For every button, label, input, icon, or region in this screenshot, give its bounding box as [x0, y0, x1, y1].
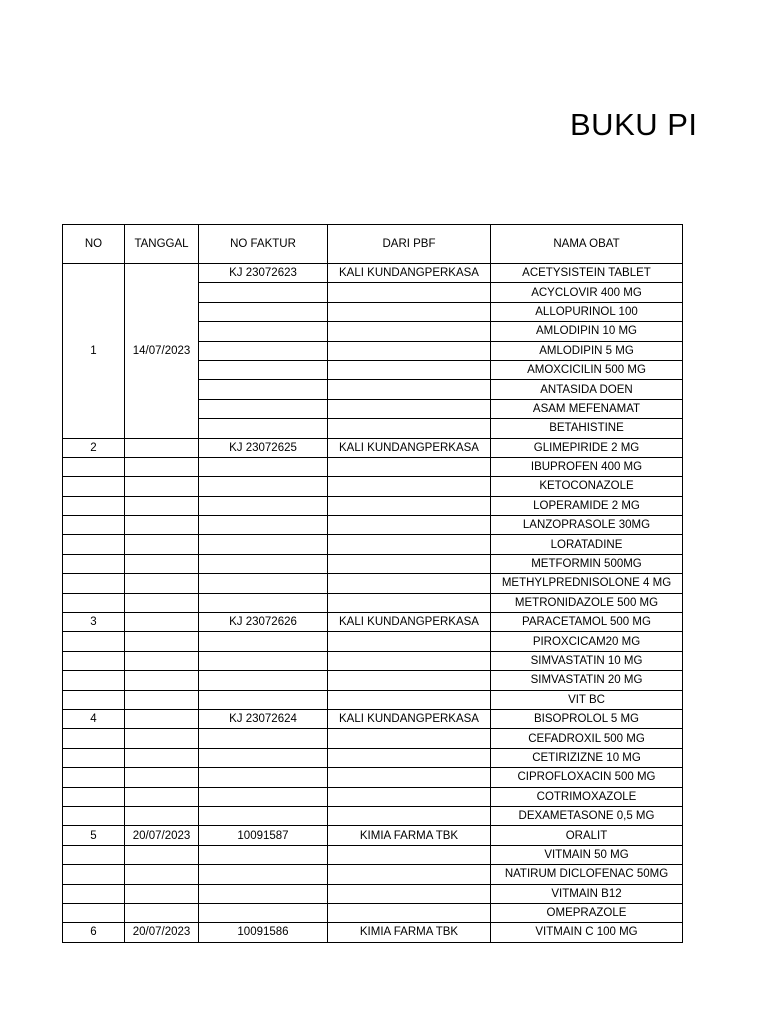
cell-no: 4: [63, 709, 125, 728]
cell-no-faktur: [199, 574, 328, 593]
cell-no-faktur: [199, 787, 328, 806]
cell-nama-obat: ORALIT: [491, 826, 683, 845]
cell-nama-obat: BETAHISTINE: [491, 419, 683, 438]
cell-no: [63, 671, 125, 690]
cell-nama-obat: PIROXCICAM20 MG: [491, 632, 683, 651]
cell-tanggal: 20/07/2023: [125, 826, 199, 845]
table-row: [63, 496, 683, 515]
cell-no-faktur: KJ 23072626: [199, 613, 328, 632]
cell-no: [63, 787, 125, 806]
table-row: [63, 709, 683, 728]
cell-nama-obat: CEFADROXIL 500 MG: [491, 729, 683, 748]
cell-no: [63, 593, 125, 612]
cell-tanggal: [125, 535, 199, 554]
cell-no: [63, 651, 125, 670]
cell-no-faktur: [199, 671, 328, 690]
cell-no: [63, 535, 125, 554]
cell-nama-obat: VITMAIN C 100 MG: [491, 923, 683, 942]
cell-dari-pbf: KALI KUNDANGPERKASA: [328, 264, 491, 283]
cell-no-faktur: [199, 845, 328, 864]
cell-no-faktur: [199, 399, 328, 418]
cell-nama-obat: AMOXCICILIN 500 MG: [491, 360, 683, 379]
cell-no: 2: [63, 438, 125, 457]
cell-dari-pbf: [328, 690, 491, 709]
cell-no-faktur: [199, 283, 328, 302]
cell-no: [63, 516, 125, 535]
cell-no: 6: [63, 923, 125, 942]
header-nama-obat: NAMA OBAT: [491, 225, 683, 264]
cell-nama-obat: SIMVASTATIN 20 MG: [491, 671, 683, 690]
cell-nama-obat: LORATADINE: [491, 535, 683, 554]
table-row: [63, 768, 683, 787]
cell-tanggal: [125, 709, 199, 728]
cell-no-faktur: KJ 23072625: [199, 438, 328, 457]
header-dari-pbf: DARI PBF: [328, 225, 491, 264]
table-row: [63, 651, 683, 670]
cell-dari-pbf: [328, 787, 491, 806]
cell-dari-pbf: [328, 671, 491, 690]
cell-no-faktur: [199, 322, 328, 341]
table-header: [63, 225, 683, 264]
cell-dari-pbf: [328, 360, 491, 379]
cell-no: 5: [63, 826, 125, 845]
cell-no: 3: [63, 613, 125, 632]
cell-dari-pbf: [328, 574, 491, 593]
cell-no-faktur: KJ 23072624: [199, 709, 328, 728]
cell-nama-obat: BISOPROLOL 5 MG: [491, 709, 683, 728]
cell-dari-pbf: [328, 768, 491, 787]
cell-dari-pbf: KALI KUNDANGPERKASA: [328, 709, 491, 728]
cell-nama-obat: VITMAIN 50 MG: [491, 845, 683, 864]
table-row: [63, 516, 683, 535]
cell-dari-pbf: [328, 399, 491, 418]
cell-dari-pbf: [328, 651, 491, 670]
header-row: [63, 225, 683, 264]
cell-no-faktur: KJ 23072623: [199, 264, 328, 283]
cell-no: [63, 903, 125, 922]
cell-no-faktur: [199, 419, 328, 438]
table-row: [63, 477, 683, 496]
cell-no-faktur: [199, 341, 328, 360]
cell-dari-pbf: [328, 322, 491, 341]
title-clip: [0, 100, 698, 156]
cell-no-faktur: [199, 865, 328, 884]
cell-dari-pbf: [328, 419, 491, 438]
cell-no-faktur: [199, 748, 328, 767]
cell-tanggal: [125, 884, 199, 903]
cell-dari-pbf: [328, 884, 491, 903]
cell-nama-obat: ANTASIDA DOEN: [491, 380, 683, 399]
cell-dari-pbf: [328, 457, 491, 476]
cell-tanggal: [125, 806, 199, 825]
header-no-faktur: NO FAKTUR: [199, 225, 328, 264]
cell-tanggal: [125, 554, 199, 573]
cell-dari-pbf: KIMIA FARMA TBK: [328, 923, 491, 942]
table-row: [63, 845, 683, 864]
cell-tanggal: [125, 845, 199, 864]
cell-no: [63, 477, 125, 496]
cell-no: [63, 865, 125, 884]
table-row: [63, 535, 683, 554]
cell-no-faktur: [199, 806, 328, 825]
cell-tanggal: [125, 457, 199, 476]
table-row: [63, 806, 683, 825]
table-row: [63, 865, 683, 884]
table-row: [63, 690, 683, 709]
table-row: [63, 574, 683, 593]
cell-no-faktur: [199, 690, 328, 709]
cell-tanggal: [125, 690, 199, 709]
cell-no-faktur: [199, 651, 328, 670]
table-row: [63, 903, 683, 922]
cell-nama-obat: LOPERAMIDE 2 MG: [491, 496, 683, 515]
cell-dari-pbf: [328, 632, 491, 651]
header-tanggal: TANGGAL: [125, 225, 199, 264]
cell-dari-pbf: [328, 729, 491, 748]
cell-nama-obat: COTRIMOXAZOLE: [491, 787, 683, 806]
cell-nama-obat: NATIRUM DICLOFENAC 50MG: [491, 865, 683, 884]
cell-nama-obat: DEXAMETASONE 0,5 MG: [491, 806, 683, 825]
table-row: [63, 264, 683, 283]
cell-tanggal: 20/07/2023: [125, 923, 199, 942]
cell-nama-obat: METHYLPREDNISOLONE 4 MG: [491, 574, 683, 593]
cell-dari-pbf: [328, 554, 491, 573]
cell-dari-pbf: [328, 845, 491, 864]
cell-no-faktur: [199, 535, 328, 554]
cell-no: [63, 554, 125, 573]
cell-nama-obat: PARACETAMOL 500 MG: [491, 613, 683, 632]
cell-dari-pbf: [328, 380, 491, 399]
cell-no: [63, 574, 125, 593]
cell-nama-obat: SIMVASTATIN 10 MG: [491, 651, 683, 670]
cell-nama-obat: ALLOPURINOL 100: [491, 302, 683, 321]
cell-tanggal: [125, 496, 199, 515]
cell-tanggal: [125, 438, 199, 457]
cell-dari-pbf: [328, 496, 491, 515]
cell-dari-pbf: [328, 283, 491, 302]
cell-dari-pbf: [328, 806, 491, 825]
cell-no: [63, 884, 125, 903]
table-row: [63, 438, 683, 457]
cell-nama-obat: CETIRIZIZNE 10 MG: [491, 748, 683, 767]
cell-tanggal: [125, 671, 199, 690]
cell-tanggal: [125, 651, 199, 670]
cell-nama-obat: LANZOPRASOLE 30MG: [491, 516, 683, 535]
cell-tanggal: [125, 516, 199, 535]
cell-nama-obat: VITMAIN B12: [491, 884, 683, 903]
cell-no: [63, 806, 125, 825]
cell-dari-pbf: [328, 477, 491, 496]
cell-no-faktur: [199, 457, 328, 476]
cell-no-faktur: [199, 903, 328, 922]
table-row: [63, 923, 683, 942]
cell-dari-pbf: [328, 341, 491, 360]
cell-no: [63, 457, 125, 476]
table-row: [63, 787, 683, 806]
cell-no: [63, 496, 125, 515]
cell-dari-pbf: KALI KUNDANGPERKASA: [328, 438, 491, 457]
cell-no-faktur: [199, 884, 328, 903]
table-row: [63, 729, 683, 748]
cell-no-faktur: [199, 380, 328, 399]
cell-nama-obat: CIPROFLOXACIN 500 MG: [491, 768, 683, 787]
cell-nama-obat: ASAM MEFENAMAT: [491, 399, 683, 418]
cell-no-faktur: [199, 729, 328, 748]
cell-no: [63, 690, 125, 709]
cell-no: 1: [63, 264, 125, 439]
cell-dari-pbf: [328, 535, 491, 554]
cell-dari-pbf: KIMIA FARMA TBK: [328, 826, 491, 845]
header-no: NO: [63, 225, 125, 264]
table-body: [63, 264, 683, 943]
cell-no-faktur: [199, 516, 328, 535]
cell-tanggal: [125, 865, 199, 884]
cell-dari-pbf: [328, 593, 491, 612]
cell-no-faktur: [199, 632, 328, 651]
cell-nama-obat: OMEPRAZOLE: [491, 903, 683, 922]
cell-no-faktur: 10091587: [199, 826, 328, 845]
cell-no: [63, 845, 125, 864]
cell-no-faktur: [199, 496, 328, 515]
cell-dari-pbf: [328, 302, 491, 321]
cell-tanggal: [125, 613, 199, 632]
cell-tanggal: [125, 632, 199, 651]
cell-no-faktur: [199, 360, 328, 379]
cell-tanggal: [125, 768, 199, 787]
cell-no: [63, 729, 125, 748]
cell-no: [63, 748, 125, 767]
cell-dari-pbf: [328, 516, 491, 535]
cell-tanggal: [125, 729, 199, 748]
cell-tanggal: [125, 748, 199, 767]
cell-nama-obat: AMLODIPIN 10 MG: [491, 322, 683, 341]
cell-tanggal: [125, 903, 199, 922]
cell-dari-pbf: [328, 748, 491, 767]
cell-no-faktur: [199, 768, 328, 787]
cell-nama-obat: IBUPROFEN 400 MG: [491, 457, 683, 476]
cell-no-faktur: 10091586: [199, 923, 328, 942]
cell-no: [63, 768, 125, 787]
cell-tanggal: [125, 477, 199, 496]
cell-nama-obat: METRONIDAZOLE 500 MG: [491, 593, 683, 612]
table-row: [63, 632, 683, 651]
cell-dari-pbf: [328, 903, 491, 922]
cell-dari-pbf: KALI KUNDANGPERKASA: [328, 613, 491, 632]
table-row: [63, 613, 683, 632]
cell-nama-obat: ACYCLOVIR 400 MG: [491, 283, 683, 302]
table-row: [63, 554, 683, 573]
cell-dari-pbf: [328, 865, 491, 884]
cell-no-faktur: [199, 593, 328, 612]
table-row: [63, 826, 683, 845]
cell-no-faktur: [199, 554, 328, 573]
table-row: [63, 671, 683, 690]
cell-tanggal: 14/07/2023: [125, 264, 199, 439]
table-row: [63, 593, 683, 612]
table-row: [63, 884, 683, 903]
cell-tanggal: [125, 593, 199, 612]
cell-nama-obat: AMLODIPIN 5 MG: [491, 341, 683, 360]
cell-nama-obat: VIT BC: [491, 690, 683, 709]
cell-no-faktur: [199, 477, 328, 496]
cell-tanggal: [125, 787, 199, 806]
cell-no-faktur: [199, 302, 328, 321]
cell-no: [63, 632, 125, 651]
table-row: [63, 748, 683, 767]
cell-nama-obat: ACETYSISTEIN TABLET: [491, 264, 683, 283]
table-row: [63, 457, 683, 476]
purchase-ledger-table: [62, 224, 683, 943]
cell-nama-obat: KETOCONAZOLE: [491, 477, 683, 496]
document-title: BUKU PI: [570, 107, 698, 142]
cell-tanggal: [125, 574, 199, 593]
cell-nama-obat: GLIMEPIRIDE 2 MG: [491, 438, 683, 457]
cell-nama-obat: METFORMIN 500MG: [491, 554, 683, 573]
